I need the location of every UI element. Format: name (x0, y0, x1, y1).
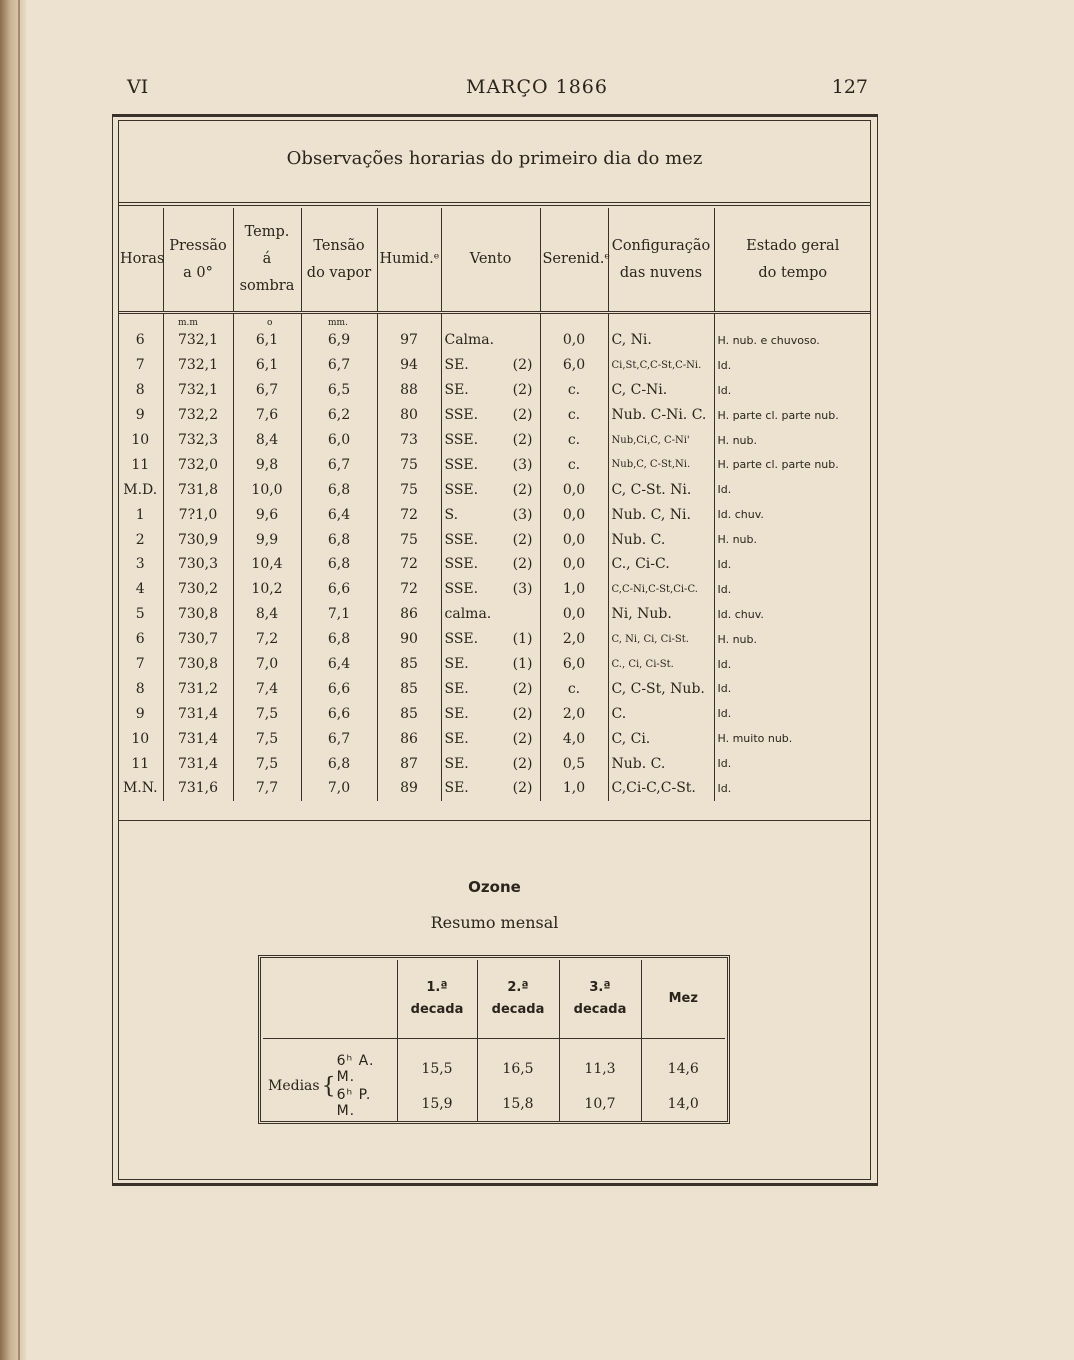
table-row (118, 776, 871, 801)
cell-humid: 72 (377, 502, 441, 527)
column-header: Humid.ᵉ (377, 208, 441, 313)
cell-tensao: 6,6 (301, 701, 377, 726)
wind-force: (1) (512, 656, 533, 673)
cell-temp: 7,0 (233, 652, 301, 677)
wind-force: (3) (512, 506, 533, 523)
cell-humid: 75 (377, 477, 441, 502)
cell-vento (441, 502, 540, 527)
column-header: Temp. á sombra (233, 208, 301, 313)
cell-configuracao: Ni, Nub. (608, 602, 714, 627)
cell-hora: 11 (131, 456, 150, 473)
cell-hora: 10 (131, 730, 150, 747)
cell-estado: Id. chuv. (714, 602, 871, 627)
cell-estado: Id. (714, 552, 871, 577)
column-header: Vento (441, 208, 540, 313)
table-row (118, 552, 871, 577)
cell-vento (441, 403, 540, 428)
table-row (118, 652, 871, 677)
cell-temp: 6,7 (233, 378, 301, 403)
wind-direction: SE. (444, 730, 469, 747)
cell-tensao: 6,8 (301, 552, 377, 577)
table-row (118, 577, 871, 602)
cell-humid: 75 (377, 452, 441, 477)
wind-direction: SSE. (444, 581, 479, 598)
table-row (118, 428, 871, 453)
cell-pressao: 731,8 (163, 477, 233, 502)
page-gutter (0, 0, 26, 1360)
ozone-cell: 14,0 (641, 1086, 725, 1121)
table-row (118, 751, 871, 776)
cell-humid: 86 (377, 602, 441, 627)
ozone-time-am: 6ʰ A. M. (336, 1053, 375, 1085)
cell-temp: 7,5 (233, 701, 301, 726)
cell-serenidade: 1,0 (540, 577, 608, 602)
cell-pressao: 731,4 (163, 701, 233, 726)
cell-estado: H. nub. e chuvoso. (714, 313, 871, 353)
cell-temp: 8,4 (233, 602, 301, 627)
cell-estado: Id. (714, 751, 871, 776)
title-rule (118, 202, 871, 203)
cell-temp: 7,2 (233, 627, 301, 652)
unit-pressao: m.m (178, 318, 198, 328)
wind-force: (2) (512, 705, 533, 722)
ozone-cell: 16,5 (477, 1051, 559, 1086)
cell-serenidade: 2,0 (540, 627, 608, 652)
cell-serenidade: c. (540, 428, 608, 453)
cell-tensao: 6,4 (301, 502, 377, 527)
cell-hora: 8 (135, 680, 145, 697)
cell-serenidade: 0,5 (540, 751, 608, 776)
cell-configuracao: C,C-Ni,C-St,Ci-C. (608, 577, 714, 602)
cell-serenidade: 0,0 (540, 552, 608, 577)
ozone-subtitle: Resumo mensal (430, 913, 559, 932)
cell-vento (441, 627, 540, 652)
cell-serenidade: 6,0 (540, 353, 608, 378)
cell-serenidade: c. (540, 403, 608, 428)
cell-serenidade: c. (540, 452, 608, 477)
cell-estado: Id. (714, 652, 871, 677)
wind-direction: SE. (444, 705, 469, 722)
table-header-row (118, 208, 871, 313)
cell-pressao: 730,3 (163, 552, 233, 577)
cell-hora: 7 (135, 656, 145, 673)
cell-estado: Id. (714, 577, 871, 602)
cell-configuracao: Nub. C-Ni. C. (608, 403, 714, 428)
cell-pressao: 731,2 (163, 676, 233, 701)
wind-force: (3) (512, 581, 533, 598)
cell-vento (441, 527, 540, 552)
cell-tensao: 6,8 (301, 751, 377, 776)
cell-vento (441, 313, 540, 353)
wind-force: (2) (512, 432, 533, 448)
wind-direction: S. (444, 506, 459, 523)
cell-vento (441, 353, 540, 378)
cell-pressao: 730,8 (163, 652, 233, 677)
cell-pressao: 730,7 (163, 627, 233, 652)
ozone-column-header: 3.ª decada (559, 960, 641, 1039)
table-row (118, 313, 871, 353)
cell-configuracao: C,Ci-C,C-St. (608, 776, 714, 801)
wind-direction: SE. (444, 656, 469, 673)
cell-configuracao: C, C-St, Nub. (608, 676, 714, 701)
cell-configuracao: C, C-Ni. (608, 378, 714, 403)
cell-tensao: 6,0 (301, 428, 377, 453)
cell-temp: 7,4 (233, 676, 301, 701)
cell-humid: 97 (377, 313, 441, 353)
cell-hora: 5 (135, 606, 145, 623)
wind-force: (2) (512, 556, 533, 573)
cell-estado: Id. (714, 378, 871, 403)
cell-estado: Id. (714, 701, 871, 726)
wind-force: (1) (512, 631, 533, 648)
cell-configuracao: Nub. C, Ni. (608, 502, 714, 527)
cell-pressao: 730,8 (163, 602, 233, 627)
page-edge (18, 0, 20, 1360)
section-divider (118, 820, 871, 821)
cell-configuracao: Nub. C. (608, 751, 714, 776)
cell-hora: 6 (135, 631, 145, 648)
cell-serenidade: 6,0 (540, 652, 608, 677)
cell-humid: 72 (377, 552, 441, 577)
table-row (118, 403, 871, 428)
cell-pressao: 732,0 (163, 452, 233, 477)
ozone-cell: 14,6 (641, 1051, 725, 1086)
wind-force: (2) (512, 357, 533, 374)
column-header: Serenid.ᵉ (540, 208, 608, 313)
cell-estado: H. muito nub. (714, 726, 871, 751)
section-number: VI (127, 76, 149, 98)
cell-tensao: 6,8 (301, 527, 377, 552)
cell-temp: 10,2 (233, 577, 301, 602)
cell-configuracao: Ci,St,C,C-St,C-Ni. (608, 353, 714, 378)
wind-force: (3) (512, 456, 533, 473)
table-row (118, 701, 871, 726)
cell-serenidade: c. (540, 378, 608, 403)
cell-vento (441, 428, 540, 453)
column-header: Tensão do vapor (301, 208, 377, 313)
column-header: Estado geral do tempo (714, 208, 871, 313)
table-row (118, 627, 871, 652)
cell-pressao: 7?1,0 (163, 502, 233, 527)
cell-configuracao: C, Ni. (608, 313, 714, 353)
cell-serenidade: 2,0 (540, 701, 608, 726)
ozone-column-header: 1.ª decada (397, 960, 477, 1039)
cell-configuracao: Nub. C. (608, 527, 714, 552)
cell-configuracao: Nub,C, C-St,Ni. (608, 452, 714, 477)
cell-configuracao: C. (608, 701, 714, 726)
cell-pressao: 732,2 (163, 403, 233, 428)
wind-direction: calma. (444, 606, 492, 623)
wind-force: (2) (512, 730, 533, 747)
cell-pressao: 730,9 (163, 527, 233, 552)
wind-direction: SSE. (444, 407, 479, 424)
cell-pressao: 731,4 (163, 751, 233, 776)
cell-temp: 8,4 (233, 428, 301, 453)
cell-serenidade: 0,0 (540, 313, 608, 353)
cell-tensao: 6,8 (301, 477, 377, 502)
cell-hora: 11 (131, 755, 150, 772)
cell-vento (441, 652, 540, 677)
wind-force: (2) (512, 680, 533, 697)
wind-force: (2) (512, 481, 533, 498)
ozone-row-label (263, 1051, 397, 1121)
observations-title: Observações horarias do primeiro dia do mez (286, 148, 703, 169)
cell-estado: Id. (714, 676, 871, 701)
cell-temp: 9,9 (233, 527, 301, 552)
cell-tensao: 6,2 (301, 403, 377, 428)
cell-temp: 6,1 (233, 313, 301, 353)
cell-pressao: 732,1 (163, 313, 233, 353)
table-row (118, 602, 871, 627)
cell-tensao: 6,7 (301, 353, 377, 378)
wind-direction: Calma. (444, 332, 495, 349)
cell-temp: 6,1 (233, 353, 301, 378)
cell-humid: 85 (377, 652, 441, 677)
wind-direction: SSE. (444, 481, 479, 498)
wind-force: (2) (512, 382, 533, 399)
cell-humid: 75 (377, 527, 441, 552)
cell-vento (441, 378, 540, 403)
cell-hora: M.D. (123, 481, 158, 498)
page-title: MARÇO 1866 (466, 76, 608, 98)
ozone-cell: 15,5 (397, 1051, 477, 1086)
cell-configuracao: Nub,Ci,C, C-Ni' (608, 428, 714, 453)
cell-serenidade: 0,0 (540, 527, 608, 552)
title-rule-2 (118, 205, 871, 206)
cell-hora: 9 (135, 705, 145, 722)
cell-serenidade: c. (540, 676, 608, 701)
cell-hora: 9 (135, 407, 145, 424)
cell-estado: H. nub. (714, 428, 871, 453)
wind-direction: SSE. (444, 631, 479, 648)
cell-hora: 4 (135, 581, 145, 598)
cell-hora: 2 (135, 531, 145, 548)
cell-humid: 85 (377, 701, 441, 726)
cell-vento (441, 676, 540, 701)
cell-serenidade: 0,0 (540, 502, 608, 527)
cell-tensao: 6,4 (301, 652, 377, 677)
cell-pressao: 732,3 (163, 428, 233, 453)
cell-tensao: 7,1 (301, 602, 377, 627)
cell-humid: 90 (377, 627, 441, 652)
unit-temp: o (267, 318, 273, 328)
ozone-column-header: Mez (641, 960, 725, 1039)
cell-configuracao: C., Ci, Ci-St. (608, 652, 714, 677)
wind-direction: SE. (444, 357, 469, 374)
ozone-time-pm: 6ʰ P. M. (336, 1087, 372, 1119)
cell-serenidade: 4,0 (540, 726, 608, 751)
cell-pressao: 731,6 (163, 776, 233, 801)
cell-tensao: 6,6 (301, 577, 377, 602)
cell-hora: 7 (135, 357, 145, 374)
table-row (118, 378, 871, 403)
cell-vento (441, 477, 540, 502)
cell-temp: 7,5 (233, 726, 301, 751)
cell-tensao: 6,5 (301, 378, 377, 403)
ozone-summary-table (263, 960, 725, 1121)
cell-vento (441, 602, 540, 627)
cell-temp: 7,5 (233, 751, 301, 776)
cell-temp: 10,0 (233, 477, 301, 502)
table-row (118, 477, 871, 502)
ozone-cell: 10,7 (559, 1086, 641, 1121)
wind-force: (2) (512, 531, 533, 548)
brace-glyph: { (321, 1073, 336, 1099)
ozone-title: Ozone (468, 878, 521, 896)
wind-direction: SE. (444, 780, 469, 797)
cell-estado: H. nub. (714, 527, 871, 552)
wind-direction: SE. (444, 755, 469, 772)
cell-configuracao: C, Ci. (608, 726, 714, 751)
wind-force: (2) (512, 755, 533, 772)
wind-direction: SSE. (444, 456, 479, 473)
cell-humid: 80 (377, 403, 441, 428)
cell-vento (441, 452, 540, 477)
cell-estado: Id. chuv. (714, 502, 871, 527)
column-header: Configuração das nuvens (608, 208, 714, 313)
cell-serenidade: 0,0 (540, 477, 608, 502)
cell-estado: H. parte cl. parte nub. (714, 403, 871, 428)
column-header: Pressão a 0° (163, 208, 233, 313)
cell-pressao: 730,2 (163, 577, 233, 602)
cell-vento (441, 751, 540, 776)
cell-tensao: 6,6 (301, 676, 377, 701)
column-header: Horas (118, 208, 163, 313)
ozone-cell: 15,8 (477, 1086, 559, 1121)
cell-pressao: 732,1 (163, 353, 233, 378)
cell-hora: 8 (135, 382, 145, 399)
cell-pressao: 732,1 (163, 378, 233, 403)
wind-direction: SE. (444, 382, 469, 399)
cell-configuracao: C., Ci-C. (608, 552, 714, 577)
cell-tensao: 6,8 (301, 627, 377, 652)
cell-configuracao: C, Ni, Ci, Ci-St. (608, 627, 714, 652)
wind-direction: SSE. (444, 556, 479, 573)
cell-hora: 1 (135, 506, 145, 523)
cell-tensao: 6,7 (301, 452, 377, 477)
cell-humid: 87 (377, 751, 441, 776)
ozone-cell: 15,9 (397, 1086, 477, 1121)
cell-hora: M.N. (122, 780, 158, 797)
cell-humid: 73 (377, 428, 441, 453)
cell-pressao: 731,4 (163, 726, 233, 751)
ozone-corner (263, 960, 397, 1039)
cell-tensao: 6,9 (301, 313, 377, 353)
medias-label: Medias (268, 1078, 320, 1094)
cell-vento (441, 726, 540, 751)
cell-humid: 85 (377, 676, 441, 701)
cell-humid: 94 (377, 353, 441, 378)
cell-vento (441, 577, 540, 602)
cell-estado: H. nub. (714, 627, 871, 652)
cell-humid: 88 (377, 378, 441, 403)
table-row (118, 353, 871, 378)
cell-humid: 89 (377, 776, 441, 801)
cell-hora: 3 (135, 556, 145, 573)
cell-tensao: 6,7 (301, 726, 377, 751)
cell-temp: 9,8 (233, 452, 301, 477)
table-row (118, 452, 871, 477)
cell-tensao: 7,0 (301, 776, 377, 801)
cell-vento (441, 701, 540, 726)
cell-temp: 10,4 (233, 552, 301, 577)
cell-serenidade: 0,0 (540, 602, 608, 627)
cell-temp: 7,6 (233, 403, 301, 428)
cell-serenidade: 1,0 (540, 776, 608, 801)
ozone-column-header: 2.ª decada (477, 960, 559, 1039)
table-row (118, 527, 871, 552)
cell-hora: 10 (131, 432, 150, 448)
cell-estado: Id. (714, 776, 871, 801)
cell-vento (441, 552, 540, 577)
wind-direction: SSE. (444, 432, 479, 448)
hourly-observations-table (118, 208, 871, 801)
wind-force: (2) (512, 407, 533, 424)
cell-humid: 86 (377, 726, 441, 751)
cell-estado: H. parte cl. parte nub. (714, 452, 871, 477)
cell-estado: Id. (714, 477, 871, 502)
table-row (118, 502, 871, 527)
cell-humid: 72 (377, 577, 441, 602)
ozone-cell: 11,3 (559, 1051, 641, 1086)
wind-direction: SSE. (444, 531, 479, 548)
cell-estado: Id. (714, 353, 871, 378)
cell-temp: 7,7 (233, 776, 301, 801)
wind-force: (2) (512, 780, 533, 797)
ozone-header-row (263, 960, 725, 1039)
table-row (118, 726, 871, 751)
ozone-row (263, 1051, 725, 1086)
cell-vento (441, 776, 540, 801)
cell-hora: 6 (135, 332, 145, 349)
cell-configuracao: C, C-St. Ni. (608, 477, 714, 502)
page-number: 127 (831, 76, 868, 98)
table-row (118, 676, 871, 701)
wind-direction: SE. (444, 680, 469, 697)
cell-temp: 9,6 (233, 502, 301, 527)
unit-tensao: mm. (328, 318, 348, 328)
